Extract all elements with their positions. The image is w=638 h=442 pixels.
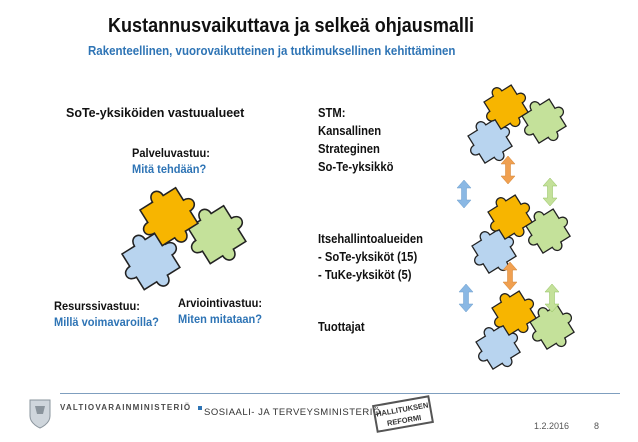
regional-puzzle-trio [464, 187, 579, 282]
social-health-ministry-name: SOSIAALI- JA TERVEYSMINISTERIÖ [204, 407, 381, 418]
evaluation-responsibility-title: Arviointivastuu: [178, 296, 263, 310]
stm-line-4: So-Te-yksikkö [318, 160, 394, 174]
resource-responsibility-question: Millä voimavaroilla? [54, 315, 159, 329]
lion-crest-icon [24, 396, 56, 430]
regional-line-1: Itsehallintoalueiden [318, 232, 424, 246]
right-puzzle-stack [440, 76, 600, 386]
stm-line-2: Kansallinen [318, 124, 382, 138]
evaluation-responsibility-question: Miten mitataan? [178, 312, 263, 326]
page-title: Kustannusvaikuttava ja selkeä ohjausmalli [108, 14, 474, 37]
page-subtitle: Rakenteellinen, vuorovaikutteinen ja tutkimuksellinen kehittäminen [88, 44, 456, 58]
footer-date: 1.2.2016 [534, 421, 570, 431]
producers-label: Tuottajat [318, 320, 365, 334]
stm-labels [318, 104, 393, 176]
blue-updown-arrow-icon [459, 284, 473, 312]
regional-line-2: - SoTe-yksiköt (15) [318, 250, 418, 264]
resource-responsibility-title: Resurssivastuu: [54, 299, 140, 313]
regional-labels [318, 230, 423, 284]
green-updown-arrow-icon [543, 178, 557, 206]
footer-divider [60, 393, 620, 394]
responsibilities-heading: SoTe-yksiköiden vastuualueet [66, 106, 245, 120]
page-number: 8 [594, 421, 600, 431]
blue-updown-arrow-icon [457, 180, 471, 208]
orange-updown-arrow-icon [501, 156, 515, 184]
stm-line-3: Strateginen [318, 142, 380, 156]
stm-line-1: STM: [318, 106, 346, 120]
stm-puzzle-trio [460, 77, 575, 172]
service-responsibility-title: Palveluvastuu: [132, 146, 210, 160]
left-puzzle-illustration [84, 176, 264, 306]
regional-line-3: - TuKe-yksiköt (5) [318, 268, 412, 282]
reform-stamp: HALLITUKSEN REFORMI [372, 395, 434, 433]
ministry-bullet-icon [198, 406, 202, 410]
service-responsibility-question: Mitä tehdään? [132, 162, 207, 176]
producers-puzzle-trio [468, 283, 583, 378]
finance-ministry-name: VALTIOVARAINMINISTERIÖ [60, 403, 192, 412]
